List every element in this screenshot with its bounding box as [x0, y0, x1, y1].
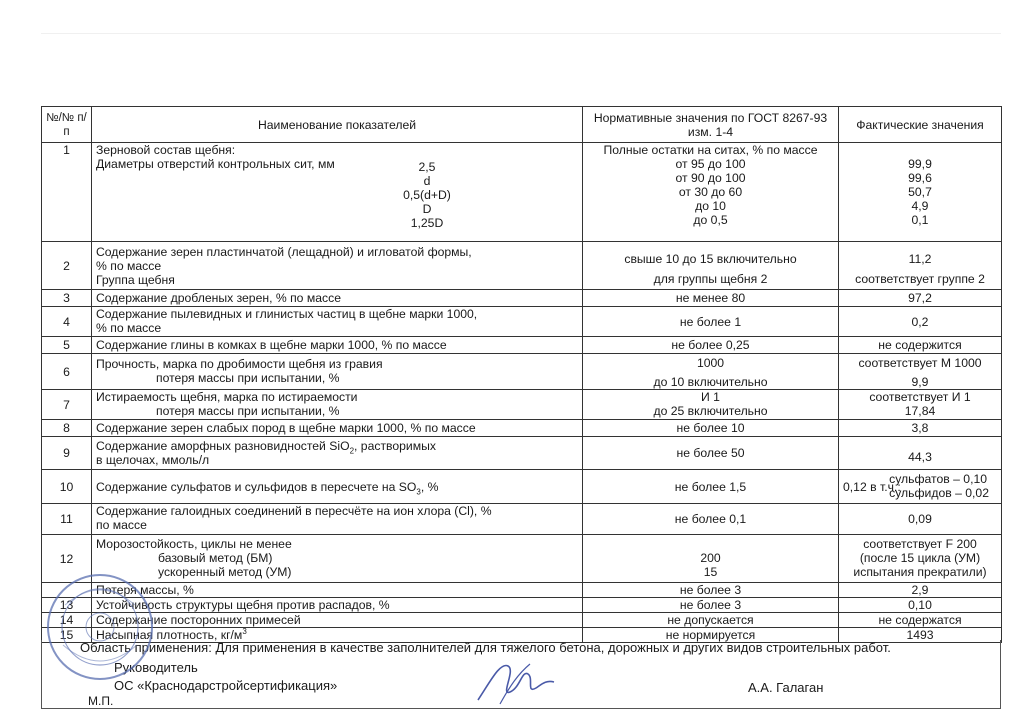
row-name-line: Потеря массы, %	[96, 583, 194, 597]
row-name: Содержание посторонних примесей	[92, 613, 583, 628]
row-norm	[583, 242, 839, 290]
row-name-line: % по массе	[96, 259, 162, 273]
signer-name: А.А. Галаган	[748, 680, 824, 695]
row-name	[92, 504, 583, 535]
row-norm: не более 0,1	[583, 504, 839, 535]
row-actual	[839, 470, 1002, 504]
row-num: 9	[42, 437, 92, 470]
subscript: 2	[349, 446, 355, 456]
row-norm	[583, 143, 839, 242]
row-name-line: % по массе	[96, 321, 162, 335]
row-norm	[583, 354, 839, 390]
row-actual: 0,09	[839, 504, 1002, 535]
row-num: 1	[42, 143, 92, 242]
row-actual: 1493	[839, 628, 1002, 643]
row-norm	[583, 390, 839, 420]
text-part: Содержание сульфатов и сульфидов в пересчете на SO	[96, 479, 417, 494]
norm-value: от 90 до 100	[675, 171, 746, 185]
row-name	[92, 143, 583, 242]
norm-line: для группы щебня 2	[653, 272, 768, 286]
row-actual: 97,2	[839, 290, 1002, 307]
actual-line: сульфидов – 0,02	[889, 486, 989, 500]
row-num: 6	[42, 354, 92, 390]
table-header-row	[42, 107, 1002, 143]
row-name	[92, 307, 583, 337]
actual-value: 0,1	[911, 213, 929, 227]
row-num: 12	[42, 535, 92, 583]
actual-line: 17,84	[904, 404, 936, 418]
text-part: Содержание аморфных разновидностей SiO	[96, 439, 350, 453]
norm-line: до 25 включительно	[653, 404, 768, 418]
sieve-label: Диаметры отверстий контрольных сит, мм	[96, 157, 335, 171]
head-title: Руководитель	[114, 660, 198, 675]
header-name: Наименование показателей	[92, 107, 583, 143]
norm-line: 1000	[696, 356, 725, 370]
table-row	[42, 354, 1002, 390]
actual-value: 99,9	[908, 157, 932, 171]
round-stamp-icon	[45, 565, 155, 685]
diameters-list	[392, 160, 462, 230]
table-row	[42, 242, 1002, 290]
row-name-line: Содержание зерен пластинчатой (лещадной) и игловатой формы,	[96, 245, 472, 259]
norm-head: Полные остатки на ситах, % по массе	[603, 143, 818, 157]
row-name	[92, 242, 583, 290]
row-num: 15	[42, 628, 92, 643]
row-norm: не более 3	[583, 598, 839, 613]
row-num: 10	[42, 470, 92, 504]
row-name	[92, 390, 583, 420]
row-name: Содержание зерен слабых пород в щебне марки 1000, % по массе	[92, 420, 583, 437]
row-norm: не более 50	[583, 437, 839, 470]
norm-line: 200	[700, 551, 721, 565]
row-actual: 3,8	[839, 420, 1002, 437]
norm-line: свыше 10 до 15 включительно	[624, 252, 797, 266]
row-name	[92, 583, 583, 598]
subscript: 3	[416, 486, 421, 496]
row-norm: не более 1,5	[583, 470, 839, 504]
table-row	[42, 307, 1002, 337]
norm-value: от 95 до 100	[675, 157, 746, 171]
row-actual	[839, 354, 1002, 390]
row-actual	[839, 242, 1002, 290]
row-name-line: Содержание галоидных соединений в пересчёте на ион хлора (Cl), %	[96, 504, 492, 518]
top-rule	[41, 33, 1001, 34]
actual-value: 50,7	[908, 185, 932, 199]
table-row	[42, 535, 1002, 583]
row-name-line: базовый метод (БМ)	[158, 551, 273, 565]
actual-line: соответствует И 1	[869, 390, 971, 404]
actual-prefix: 0,12 в т.ч.:	[843, 480, 901, 494]
row-name-line: потеря массы при испытании, %	[156, 371, 340, 385]
row-norm: не нормируется	[583, 628, 839, 643]
actual-line: 9,9	[911, 375, 929, 389]
text-part: Насыпная плотность, кг/м	[96, 628, 243, 642]
actual-value: 4,9	[911, 199, 929, 213]
row-actual	[839, 390, 1002, 420]
norm-value: до 10	[695, 199, 726, 213]
row-name	[92, 354, 583, 390]
row-name	[92, 535, 583, 583]
diameter-value: 0,5(d+D)	[403, 188, 451, 202]
row-name-line: в щелочах, ммоль/л	[96, 453, 210, 467]
row-num: 11	[42, 504, 92, 535]
diameter-value: d	[423, 174, 431, 188]
row-name-line	[96, 439, 578, 456]
table-row	[42, 437, 1002, 470]
row-name: Содержание дробленых зерен, % по массе	[92, 290, 583, 307]
table-row	[42, 583, 1002, 598]
actual-line: испытания прекратили)	[853, 565, 987, 579]
superscript: 3	[242, 627, 247, 636]
row-num: 8	[42, 420, 92, 437]
row-actual	[839, 535, 1002, 583]
norm-line: 15	[703, 565, 718, 579]
row-actual: не содержится	[839, 337, 1002, 354]
grain-title: Зерновой состав щебня:	[96, 143, 236, 157]
header-actual: Фактические значения	[839, 107, 1002, 143]
row-actual: не содержатся	[839, 613, 1002, 628]
actual-line: соответствует F 200	[863, 537, 977, 551]
row-actual: 0,2	[839, 307, 1002, 337]
row-actual: 44,3	[839, 437, 1002, 470]
scope-text: Область применения: Для применения в качестве заполнителей для тяжелого бетона, дорожных и других видов строительных работ.	[80, 640, 891, 655]
frame-left	[41, 640, 42, 708]
table-row	[42, 390, 1002, 420]
row-actual: 2,9	[839, 583, 1002, 598]
table-row	[42, 613, 1002, 628]
text-part: , %	[420, 479, 439, 494]
header-norm: Нормативные значения по ГОСТ 8267-93 изм. 1-4	[583, 107, 839, 143]
norm-line: И 1	[701, 390, 720, 404]
row-num: 7	[42, 390, 92, 420]
row-name-line: Морозостойкость, циклы не менее	[96, 537, 292, 551]
row-norm: не более 1	[583, 307, 839, 337]
norm-line: до 10 включительно	[653, 375, 768, 389]
row-name-line: Прочность, марка по дробимости щебня из гравия	[96, 357, 383, 371]
row-norm: не допускается	[583, 613, 839, 628]
diameter-value: 2,5	[418, 160, 436, 174]
table-row	[42, 470, 1002, 504]
row-num: 13	[42, 598, 92, 613]
row-norm: не более 3	[583, 583, 839, 598]
row-name-line: Содержание пылевидных и глинистых частиц в щебне марки 1000,	[96, 307, 478, 321]
norm-value: до 0,5	[693, 213, 728, 227]
row-name-line: Группа щебня	[96, 273, 175, 287]
row-num: 5	[42, 337, 92, 354]
row-name	[92, 437, 583, 470]
actual-line: соответствует М 1000	[858, 356, 982, 370]
table-row	[42, 598, 1002, 613]
table-row	[42, 337, 1002, 354]
row-name	[92, 470, 583, 504]
row-name-line: ускоренный метод (УМ)	[158, 565, 292, 579]
header-num: №/№ п/п	[42, 107, 92, 143]
signature-icon	[470, 652, 560, 712]
row-actual	[839, 143, 1002, 242]
row-num: 4	[42, 307, 92, 337]
frame-right	[1000, 640, 1001, 708]
organization-name: ОС «Краснодарстройсертификация»	[114, 678, 338, 693]
row-num: 14	[42, 613, 92, 628]
row-norm: не более 10	[583, 420, 839, 437]
row-norm	[583, 535, 839, 583]
row-name: Устойчивость структуры щебня против распадов, %	[92, 598, 583, 613]
row-name-line: по массе	[96, 518, 147, 532]
row-norm: не более 0,25	[583, 337, 839, 354]
table-row	[42, 504, 1002, 535]
actual-line: (после 15 цикла (УМ)	[859, 551, 981, 565]
row-name-line: потеря массы при испытании, %	[156, 404, 340, 418]
actual-line: 11,2	[908, 252, 932, 266]
diameter-value: D	[422, 202, 432, 216]
actual-value: 99,6	[908, 171, 932, 185]
row-num: 2	[42, 242, 92, 290]
diameter-value: 1,25D	[410, 216, 444, 230]
table-row	[42, 143, 1002, 242]
row-actual: 0,10	[839, 598, 1002, 613]
stamp-place-label: М.П.	[88, 694, 114, 708]
spec-table	[41, 106, 1002, 643]
text-part: , растворимых	[354, 439, 436, 453]
table-row	[42, 290, 1002, 307]
actual-line: соответствует группе 2	[855, 272, 985, 286]
norm-value: от 30 до 60	[678, 185, 743, 199]
row-norm: не менее 80	[583, 290, 839, 307]
row-name-line: Истираемость щебня, марка по истираемости	[96, 390, 358, 404]
row-num: 3	[42, 290, 92, 307]
table-row	[42, 420, 1002, 437]
row-name: Содержание глины в комках в щебне марки 1000, % по массе	[92, 337, 583, 354]
actual-line: сульфатов – 0,10	[889, 472, 988, 486]
